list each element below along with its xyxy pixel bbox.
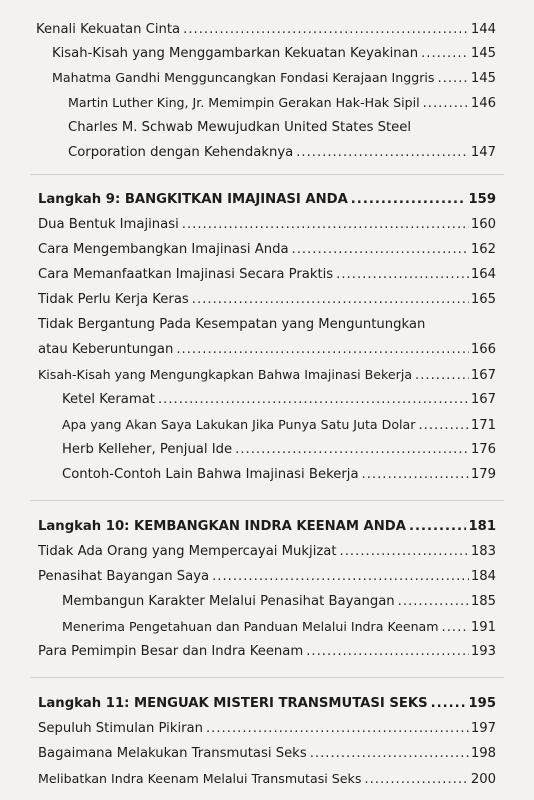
toc-entry-page: 164	[470, 267, 496, 282]
dot-leader	[437, 69, 468, 89]
toc-entry-page: 147	[470, 145, 496, 160]
toc-entry-title: Bagaimana Melakukan Transmutasi Seks	[38, 746, 307, 761]
toc-entry	[38, 567, 496, 587]
dot-leader	[292, 240, 469, 260]
dot-leader	[431, 694, 467, 714]
toc-entry-page: 167	[470, 368, 496, 383]
toc-entry	[62, 415, 496, 435]
toc-entry-page: 176	[470, 442, 496, 457]
toc-entry-page: 200	[470, 772, 496, 787]
dot-leader	[351, 190, 467, 210]
toc-entry	[68, 143, 496, 163]
dot-leader	[398, 592, 469, 612]
toc-entry-title: Penasihat Bayangan Saya	[38, 569, 210, 584]
dot-leader	[158, 390, 469, 410]
dot-leader	[336, 265, 469, 285]
toc-entry-title: Herb Kelleher, Penjual Ide	[62, 442, 233, 457]
chapter-heading-title: Langkah 11: MENGUAK MISTERI TRANSMUTASI SEKS	[38, 696, 428, 711]
toc-entry-title: Tidak Ada Orang yang Mempercayai Mukjizat	[38, 544, 337, 559]
toc-entry	[62, 440, 496, 460]
dot-leader	[362, 465, 469, 485]
dot-leader	[212, 567, 469, 587]
dot-leader	[442, 618, 469, 638]
toc-entry-title: Cara Mengembangkan Imajinasi Anda	[38, 242, 289, 257]
toc-entry-title-line1: Tidak Bergantung Pada Kesempatan yang Menguntungkan	[38, 317, 426, 332]
dot-leader	[421, 44, 469, 64]
toc-entry	[36, 20, 496, 40]
chapter-heading-page: 181	[468, 519, 496, 534]
toc-entry-title: Corporation dengan Kehendaknya	[68, 145, 294, 160]
toc-entry-page: 179	[470, 467, 496, 482]
chapter-heading	[38, 517, 496, 537]
toc-entry-page: 166	[470, 342, 496, 357]
toc-entry-page: 167	[470, 392, 496, 407]
chapter-heading	[38, 190, 496, 210]
toc-entry-title: Dua Bentuk Imajinasi	[38, 217, 179, 232]
toc-entry	[62, 390, 496, 410]
dot-leader	[192, 290, 469, 310]
dot-leader	[340, 542, 469, 562]
toc-entry	[38, 642, 496, 662]
toc-entry	[38, 744, 496, 764]
chapter-heading-page: 195	[468, 696, 496, 711]
toc-entry-title: Melibatkan Indra Keenam Melalui Transmutasi Seks	[38, 771, 362, 786]
toc-entry-title: Kisah-Kisah yang Mengungkapkan Bahwa Imajinasi Bekerja	[38, 367, 413, 382]
toc-entry	[38, 265, 496, 285]
toc-entry	[38, 719, 496, 739]
toc-entry	[52, 68, 496, 88]
dot-leader	[176, 340, 469, 360]
dot-leader	[182, 215, 469, 235]
toc-entry	[62, 592, 496, 612]
toc-entry	[68, 93, 496, 113]
toc-entry-page: 146	[470, 96, 496, 111]
dot-leader	[296, 143, 469, 163]
toc-entry-title: Cara Memanfaatkan Imajinasi Secara Praktis	[38, 267, 334, 282]
dot-leader	[423, 94, 469, 114]
toc-entry-title: Para Pemimpin Besar dan Indra Keenam	[38, 644, 304, 659]
toc-entry-page: 145	[470, 71, 496, 86]
dot-leader	[306, 642, 469, 662]
toc-entry-page: 184	[470, 569, 496, 584]
dot-leader	[418, 416, 468, 436]
toc-entry-title-line1: Charles M. Schwab Mewujudkan United States Steel	[68, 120, 412, 135]
toc-entry	[62, 465, 496, 485]
toc-entry-page: 165	[470, 292, 496, 307]
toc-entry-title: Martin Luther King, Jr. Memimpin Gerakan Hak-Hak Sipil	[68, 95, 420, 110]
toc-entry-page: 144	[470, 22, 496, 37]
toc-entry-page: 185	[470, 594, 496, 609]
dot-leader	[409, 517, 467, 537]
toc-entry-page: 197	[470, 721, 496, 736]
toc-entry	[38, 240, 496, 260]
toc-entry-title: Kenali Kekuatan Cinta	[36, 22, 181, 37]
toc-entry-page: 198	[470, 746, 496, 761]
toc-entry-title: Ketel Keramat	[62, 392, 155, 407]
toc-entry-title: atau Keberuntungan	[38, 342, 174, 357]
toc-entry-page: 162	[470, 242, 496, 257]
chapter-heading-title: Langkah 10: KEMBANGKAN INDRA KEENAM ANDA	[38, 519, 406, 534]
chapter-heading	[38, 694, 496, 714]
toc-entry-page: 191	[470, 620, 496, 635]
toc-entry-title: Contoh-Contoh Lain Bahwa Imajinasi Bekerja	[62, 467, 359, 482]
toc-entry-page: 183	[470, 544, 496, 559]
toc-entry-page: 193	[470, 644, 496, 659]
toc-entry	[38, 340, 496, 360]
toc-entry	[62, 617, 496, 637]
toc-entry-title: Membangun Karakter Melalui Penasihat Bayangan	[62, 594, 395, 609]
dot-leader	[206, 719, 469, 739]
toc-entry	[38, 542, 496, 562]
toc-entry	[38, 769, 496, 789]
toc-entry-title: Menerima Pengetahuan dan Panduan Melalui Indra Keenam	[62, 619, 439, 634]
toc-entry	[52, 44, 496, 64]
toc-entry	[38, 365, 496, 385]
dot-leader	[364, 770, 468, 790]
dot-leader	[183, 20, 469, 40]
section-divider	[30, 174, 504, 175]
chapter-heading-title: Langkah 9: BANGKITKAN IMAJINASI ANDA	[38, 192, 348, 207]
chapter-heading-page: 159	[468, 192, 496, 207]
dot-leader	[310, 744, 469, 764]
toc-entry-title: Apa yang Akan Saya Lakukan Jika Punya Satu Juta Dolar	[62, 417, 416, 432]
toc-entry-page: 171	[470, 418, 496, 433]
toc-entry-title: Tidak Perlu Kerja Keras	[38, 292, 189, 307]
toc-entry	[38, 290, 496, 310]
section-divider	[30, 500, 504, 501]
dot-leader	[415, 366, 469, 386]
toc-entry-page: 145	[470, 46, 496, 61]
toc-entry-title: Mahatma Gandhi Mengguncangkan Fondasi Kerajaan Inggris	[52, 70, 435, 85]
toc-entry-page: 160	[470, 217, 496, 232]
dot-leader	[235, 440, 469, 460]
toc-entry-title: Sepuluh Stimulan Pikiran	[38, 721, 203, 736]
toc-entry-title: Kisah-Kisah yang Menggambarkan Kekuatan Keyakinan	[52, 46, 419, 61]
toc-entry	[38, 215, 496, 235]
section-divider	[30, 677, 504, 678]
